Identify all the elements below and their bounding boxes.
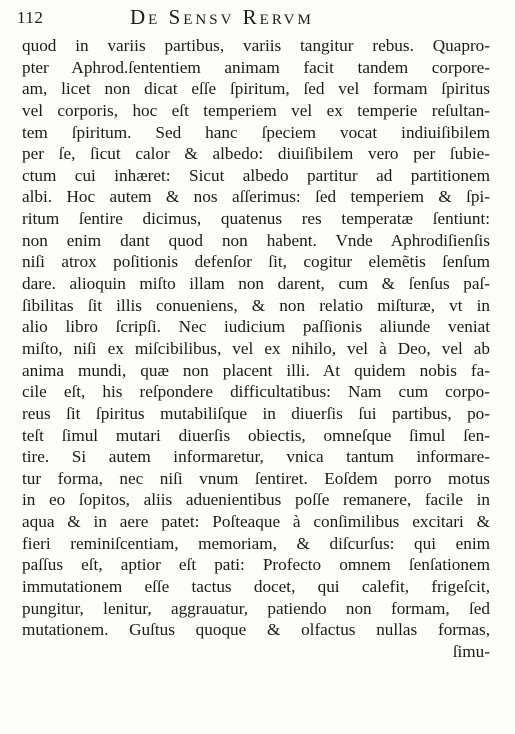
text-line: immutationem eſſe tactus docet, qui calefit, frigeſcit, — [22, 577, 490, 597]
text-line: tem ſpiritum. Sed hanc ſpeciem vocat indiuiſibilem — [22, 122, 490, 142]
text-line: vel corporis, hoc eſt temperiem vel ex temperie reſultan- — [22, 100, 490, 120]
text-line: non enim dant quod non habent. Vnde Aphrodiſienſis — [22, 230, 490, 250]
text-line: pter Aphrod.ſententiem animam facit tandem corpore- — [22, 57, 490, 77]
text-line: alio libro ſcripſi. Nec iudicium paſſionis aliunde veniat — [22, 317, 490, 337]
text-line: teſt ſimul mutari diuerſis obiectis, omneſque ſimul ſen- — [22, 425, 490, 445]
body-text — [22, 35, 490, 663]
text-line: paſſus eſt, aptior eſt pati: Profecto omnem ſenſationem — [22, 555, 490, 575]
text-line: cile eſt, his reſpondere difficultatibus: Nam cum corpo- — [22, 382, 490, 402]
text-line: tire. Si autem informaretur, vnica tantum informare- — [22, 447, 490, 467]
running-head: De Sensv Rervm — [130, 5, 314, 29]
text-line: niſi atrox poſitionis defenſor ſit, cogitur elemẽtis ſenſum — [22, 252, 490, 272]
text-line: per ſe, ſicut calor & albedo: diuiſibilem vero per ſubie- — [22, 144, 490, 164]
text-line: ritum ſentire dicimus, quatenus res temperatæ ſentiunt: — [22, 209, 490, 229]
text-line: mutationem. Guſtus quoque & olfactus nullas formas, — [22, 620, 490, 640]
text-line: ſibilitas ſit illis conueniens, & non relatio miſturæ, vt in — [22, 295, 490, 315]
text-line: pungitur, lenitur, aggrauatur, patiendo non formam, ſed — [22, 598, 490, 618]
text-line: quod in variis partibus, variis tangitur rebus. Quapro- — [22, 36, 490, 55]
text-line: fieri reminiſcentiam, memoriam, & diſcurſus: qui enim — [22, 533, 490, 553]
page-number: 112 — [17, 8, 44, 27]
text-line: tur forma, nec niſi vnum ſentiret. Eoſdem porro motus — [22, 468, 490, 488]
catchword: ſimu- — [452, 641, 490, 661]
text-line: miſto, niſi ex miſcibilibus, vel ex nihilo, vel à Deo, vel ab — [22, 338, 490, 358]
text-line: dare. alioquin miſto illam non darent, cum & ſenſus paſ- — [22, 274, 490, 294]
text-line: reus ſit ſpiritus mutabiliſque in diuerſis ſui partibus, po- — [22, 403, 490, 423]
text-line: ctum cui inhæret: Sicut albedo partitur ad partitionem — [22, 165, 490, 185]
text-line: albi. Hoc autem & nos aſſerimus: ſed temperiem & ſpi- — [22, 187, 490, 207]
text-line: am, licet non dicat eſſe ſpiritum, ſed vel formam ſpiritus — [22, 79, 490, 99]
text-line: anima mundi, quæ non placent illi. At quidem nobis fa- — [22, 360, 490, 380]
text-line: aqua & in aere patet: Poſteaque à conſimilibus excitari & — [22, 512, 490, 532]
text-line: in eo ſopitos, aliis aduenientibus poſſe remanere, facile in — [22, 490, 490, 510]
